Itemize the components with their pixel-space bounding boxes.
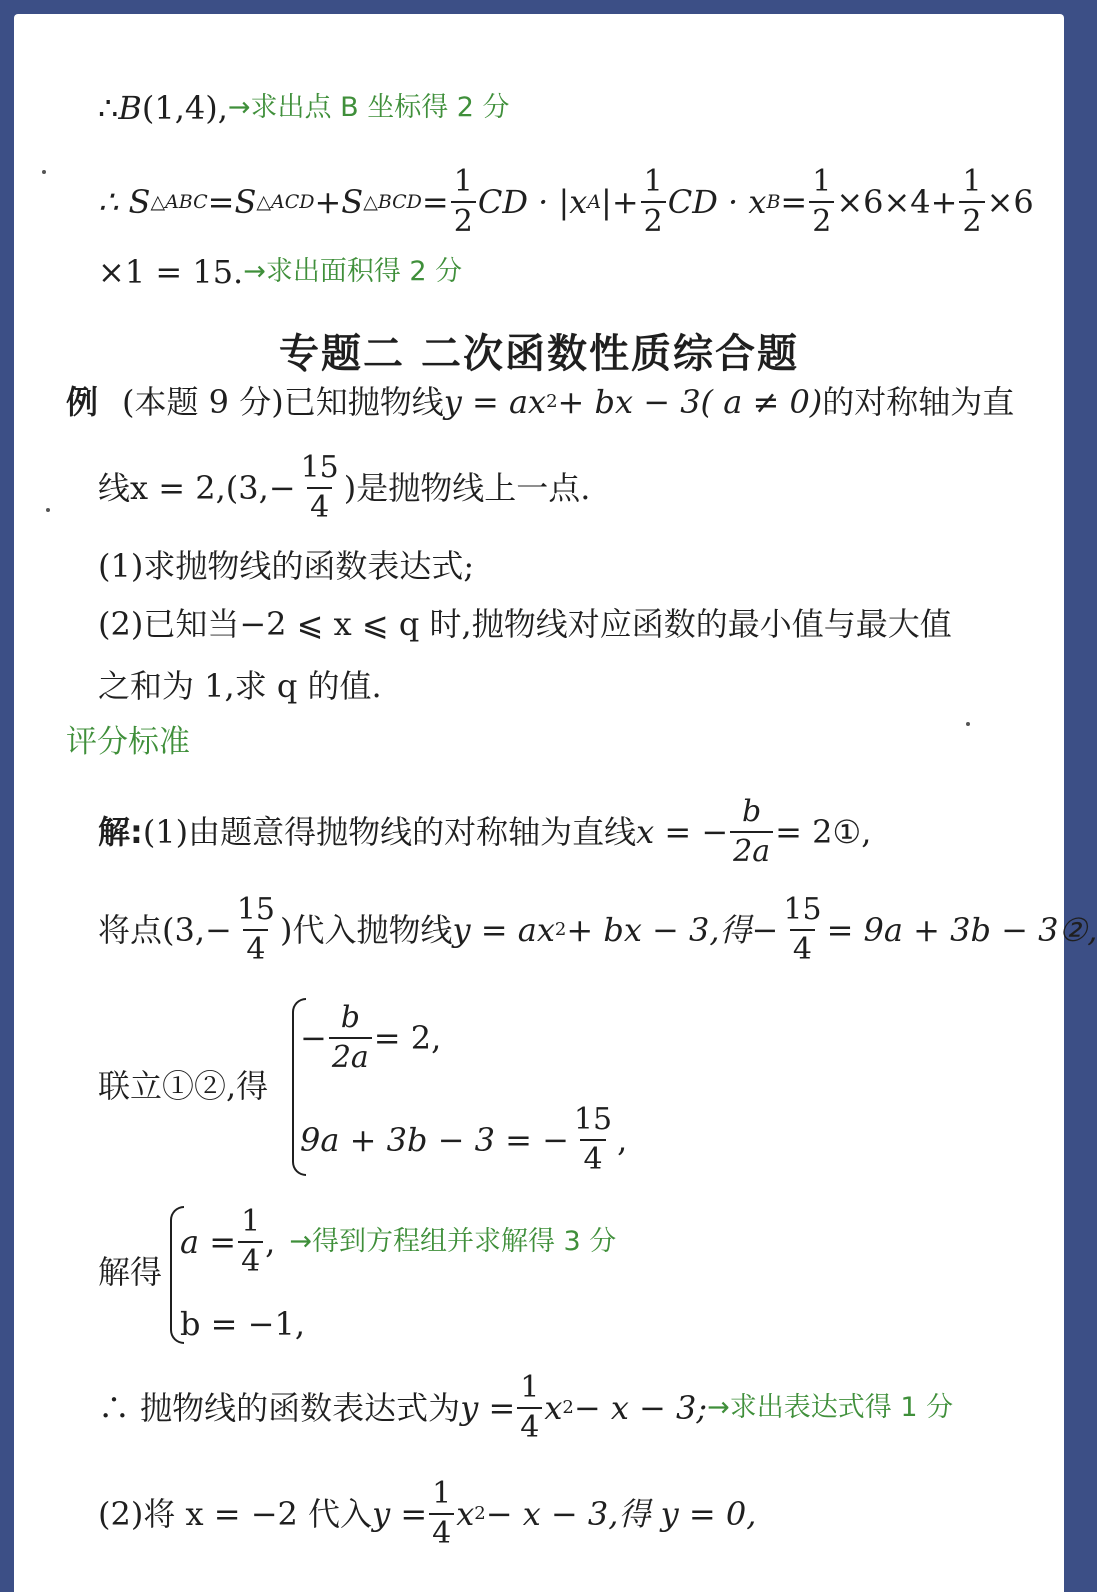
line-area-formula: ∴ S △ABC =S △ACD +S △BCD = $\frac{1}{2}$ CD · |x A |+ $\frac{1}{2}$ CD · x B = $\frac{1}{2}$ ×6×4+ $\frac{1}{2}$ ×6 — [98, 164, 1034, 239]
fraction-15-4: $\frac{15}{4}$ — [236, 892, 276, 967]
solution-expression: ∴ 抛物线的函数表达式为 y = $\frac{1}{4}$ x 2 − x − 3; →求出表达式得 1 分 — [98, 1370, 954, 1445]
solution-part-2: (2)将 x = −2 代入 y = $\frac{1}{4}$ x 2 − x − 3,得 y = 0, — [98, 1476, 757, 1551]
question-2-cont: 之和为 1,求 q 的值. — [98, 667, 382, 705]
fraction-15-4: $\frac{15}{4}$ — [573, 1102, 613, 1177]
fraction-1-4: $\frac{1}{4}$ — [238, 1207, 263, 1277]
score-note: →求出面积得 2 分 — [243, 256, 463, 287]
fraction-half: $\frac{1}{2}$ — [451, 167, 476, 237]
fraction-15-4: $\frac{15}{4}$ — [783, 892, 822, 967]
line-point-b: ∴ B (1,4), →求出点 B 坐标得 2 分 — [98, 89, 510, 127]
fraction-half: $\frac{1}{2}$ — [959, 167, 984, 237]
speck — [46, 508, 50, 512]
fraction-half: $\frac{1}{2}$ — [641, 167, 666, 237]
page-title: 专题二 二次函数性质综合题 — [279, 331, 799, 377]
speck — [966, 722, 970, 726]
question-1: (1)求抛物线的函数表达式; — [98, 547, 475, 585]
fraction-1-4: $\frac{1}{4}$ — [429, 1479, 454, 1549]
speck — [42, 170, 46, 174]
score-note: →求出点 B 坐标得 2 分 — [227, 92, 510, 123]
score-note: →求出表达式得 1 分 — [707, 1392, 954, 1423]
solution-line-2: 将点(3,− $\frac{15}{4}$ )代入抛物线 y = ax 2 + bx − 3,得− $\frac{15}{4}$ = 9a + 3b − 3②, — [98, 892, 1097, 967]
fraction-b-2a: $\frac{b}{2a}$ — [730, 797, 773, 867]
system-eq-2: 9a + 3b − 3 = − $\frac{15}{4}$ , — [300, 1102, 628, 1177]
system-label: 联立①②,得 — [98, 1067, 269, 1105]
example-line-2: 线x = 2,(3,− $\frac{15}{4}$ )是抛物线上一点. — [98, 450, 591, 525]
section-heading: 评分标准 — [66, 724, 190, 760]
line-area-result: ×1 = 15. →求出面积得 2 分 — [98, 253, 463, 291]
fraction-b-2a: $\frac{b}{2a}$ — [329, 1003, 372, 1073]
system-eq-1: − $\frac{b}{2a}$ = 2, — [300, 1000, 442, 1075]
solved-label: 解得 — [98, 1253, 163, 1291]
example-line-1: 例 (本题 9 分)已知抛物线 y = ax 2 + bx − 3( a ≠ 0) 的对称轴为直 — [66, 383, 1015, 421]
solution-b: b = −1, — [180, 1305, 305, 1343]
fraction-15-4: $\frac{15}{4}$ — [300, 450, 339, 525]
score-note: →得到方程组并求解得 3 分 — [289, 1226, 617, 1257]
fraction-half: $\frac{1}{2}$ — [809, 167, 834, 237]
solution-line-1: 解: (1)由题意得抛物线的对称轴为直线 x = − $\frac{b}{2a}$ = 2①, — [98, 794, 872, 869]
example-label: 例 — [66, 383, 99, 421]
question-2: (2)已知当−2 ⩽ x ⩽ q 时,抛物线对应函数的最小值与最大值 — [98, 605, 952, 643]
solution-a: a = $\frac{1}{4}$ , →得到方程组并求解得 3 分 — [180, 1204, 617, 1279]
fraction-1-4: $\frac{1}{4}$ — [517, 1373, 542, 1443]
document-page — [14, 14, 1097, 1592]
